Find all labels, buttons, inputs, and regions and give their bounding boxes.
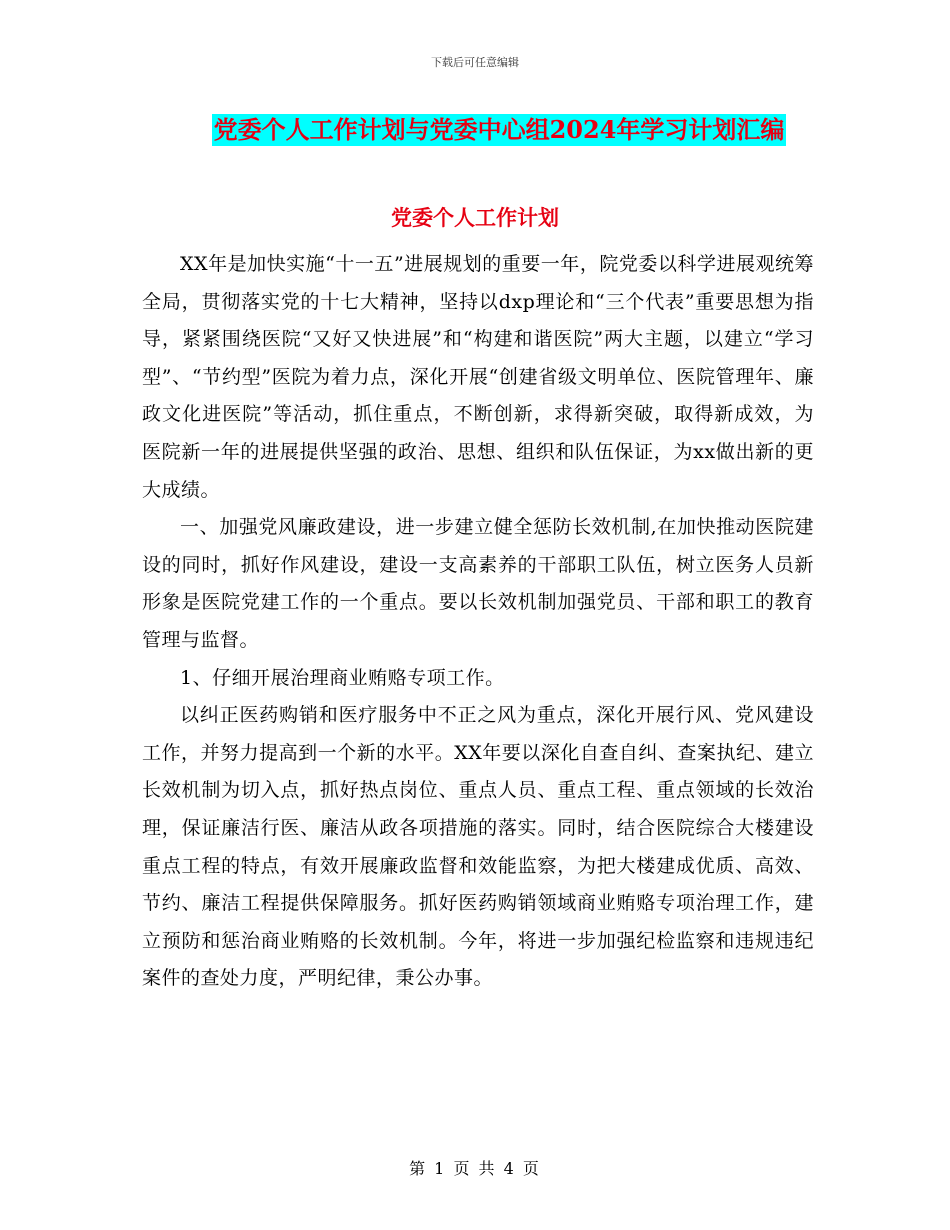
- paragraph: 1、仔细开展治理商业贿赂专项工作。: [180, 666, 505, 689]
- paragraph: 以纠正医药购销和医疗服务中不正之风为重点，深化开展行风、党风建设工作，并努力提高到一个新的水平。XX年要以深化自查自纠、查案执纪、建立长效机制为切入点，抓好热点岗位、重点人员、重点工程、重点领域的长效治理，保证廉洁行医、廉洁从政各项措施的落实。同时，结合医院综合大楼建设重点工程的特点，有效开展廉政监督和效能监察，为把大楼建成优质、高效、节约、廉洁工程提供保障服务。抓好医药购销领域商业贿赂专项治理工作，建立预防和惩治商业贿赂的长效机制。今年，将进一步加强纪检监察和违规违纪案件的查处力度，严明纪律，秉公办事。: [142, 704, 814, 990]
- paragraph: XX年是加快实施“十一五”进展规划的重要一年，院党委以科学进展观统筹全局，贯彻落实党的十七大精神，坚持以dxp理论和“三个代表”重要思想为指导，紧紧围绕医院“又好又快进展”和“构建和谐医院”两大主题，以建立“学习型”、“节约型”医院为着力点，深化开展“创建省级文明单位、医院管理年、廉政文化进医院”等活动，抓住重点，不断创新，求得新突破，取得新成效，为医院新一年的进展提供坚强的政治、思想、组织和队伍保证，为xx做出新的更大成绩。: [142, 253, 814, 501]
- header-note: 下载后可任意编辑: [431, 56, 519, 69]
- section-title: 党委个人工作计划: [391, 205, 559, 230]
- body-text: [142, 246, 814, 998]
- page-number-footer: 第 1 页 共 4 页: [409, 1159, 541, 1178]
- document-title-wrap: [0, 114, 950, 146]
- paragraph: 一、加强党风廉政建设，进一步建立健全惩防长效机制,在加快推动医院建设的同时，抓好作风建设，建设一支高素养的干部职工队伍，树立医务人员新形象是医院党建工作的一个重点。要以长效机制加强党员、干部和职工的教育管理与监督。: [142, 516, 814, 651]
- document-title: 党委个人工作计划与党委中心组2024年学习计划汇编: [213, 115, 785, 144]
